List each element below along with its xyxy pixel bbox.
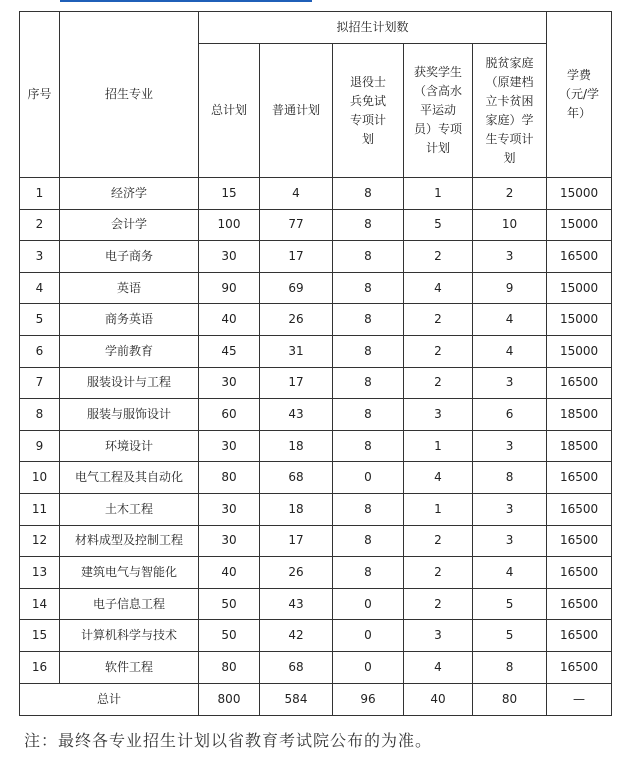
cell-award: 4 <box>404 462 473 494</box>
cell-seq: 14 <box>20 588 60 620</box>
cell-award: 1 <box>404 493 473 525</box>
cell-veteran: 8 <box>333 525 404 557</box>
cell-poverty: 3 <box>473 525 547 557</box>
cell-tuition: 18500 <box>547 399 612 431</box>
enrollment-plan-table <box>19 11 612 716</box>
cell-poverty: 8 <box>473 462 547 494</box>
cell-poverty: 4 <box>473 304 547 336</box>
top-link-underline <box>60 0 312 2</box>
header-plan-group: 拟招生计划数 <box>199 12 547 44</box>
header-major: 招生专业 <box>60 12 199 178</box>
cell-major: 会计学 <box>60 209 199 241</box>
cell-tuition: 16500 <box>547 557 612 589</box>
totals-poverty: 80 <box>473 683 547 715</box>
cell-normal: 17 <box>260 367 333 399</box>
cell-veteran: 8 <box>333 367 404 399</box>
cell-seq: 3 <box>20 241 60 273</box>
table-row <box>20 651 612 683</box>
cell-normal: 26 <box>260 557 333 589</box>
cell-seq: 10 <box>20 462 60 494</box>
cell-seq: 7 <box>20 367 60 399</box>
cell-total: 80 <box>199 651 260 683</box>
cell-veteran: 8 <box>333 241 404 273</box>
totals-normal: 584 <box>260 683 333 715</box>
cell-poverty: 4 <box>473 335 547 367</box>
cell-major: 电气工程及其自动化 <box>60 462 199 494</box>
cell-normal: 42 <box>260 620 333 652</box>
cell-poverty: 3 <box>473 430 547 462</box>
cell-poverty: 3 <box>473 367 547 399</box>
cell-seq: 1 <box>20 178 60 210</box>
cell-major: 环境设计 <box>60 430 199 462</box>
cell-award: 1 <box>404 178 473 210</box>
cell-tuition: 18500 <box>547 430 612 462</box>
cell-tuition: 16500 <box>547 651 612 683</box>
cell-seq: 6 <box>20 335 60 367</box>
cell-tuition: 15000 <box>547 209 612 241</box>
cell-major: 学前教育 <box>60 335 199 367</box>
cell-major: 服装与服饰设计 <box>60 399 199 431</box>
cell-seq: 16 <box>20 651 60 683</box>
cell-total: 30 <box>199 493 260 525</box>
cell-veteran: 0 <box>333 620 404 652</box>
cell-total: 40 <box>199 557 260 589</box>
cell-award: 2 <box>404 525 473 557</box>
table-row <box>20 241 612 273</box>
cell-total: 50 <box>199 588 260 620</box>
cell-tuition: 16500 <box>547 525 612 557</box>
cell-poverty: 6 <box>473 399 547 431</box>
totals-award: 40 <box>404 683 473 715</box>
cell-major: 经济学 <box>60 178 199 210</box>
footnote: 注：最终各专业招生计划以省教育考试院公布的为准。 <box>24 731 433 750</box>
cell-total: 30 <box>199 525 260 557</box>
cell-veteran: 8 <box>333 209 404 241</box>
cell-award: 2 <box>404 304 473 336</box>
cell-tuition: 16500 <box>547 493 612 525</box>
cell-poverty: 8 <box>473 651 547 683</box>
cell-veteran: 8 <box>333 335 404 367</box>
table-row <box>20 178 612 210</box>
cell-poverty: 2 <box>473 178 547 210</box>
table-row <box>20 620 612 652</box>
cell-total: 15 <box>199 178 260 210</box>
cell-major: 电子商务 <box>60 241 199 273</box>
header-normal-plan: 普通计划 <box>260 44 333 178</box>
totals-total: 800 <box>199 683 260 715</box>
cell-total: 40 <box>199 304 260 336</box>
cell-veteran: 8 <box>333 178 404 210</box>
table-row <box>20 209 612 241</box>
cell-major: 电子信息工程 <box>60 588 199 620</box>
totals-veteran: 96 <box>333 683 404 715</box>
totals-label: 总计 <box>20 683 199 715</box>
totals-row <box>20 683 612 715</box>
cell-veteran: 0 <box>333 462 404 494</box>
cell-normal: 43 <box>260 399 333 431</box>
table-row <box>20 335 612 367</box>
cell-normal: 18 <box>260 430 333 462</box>
cell-tuition: 16500 <box>547 620 612 652</box>
cell-major: 计算机科学与技术 <box>60 620 199 652</box>
cell-award: 2 <box>404 557 473 589</box>
cell-award: 1 <box>404 430 473 462</box>
cell-poverty: 4 <box>473 557 547 589</box>
cell-poverty: 5 <box>473 620 547 652</box>
cell-tuition: 16500 <box>547 367 612 399</box>
cell-award: 2 <box>404 241 473 273</box>
cell-total: 60 <box>199 399 260 431</box>
cell-seq: 11 <box>20 493 60 525</box>
cell-major: 软件工程 <box>60 651 199 683</box>
cell-award: 2 <box>404 367 473 399</box>
cell-tuition: 15000 <box>547 335 612 367</box>
cell-poverty: 9 <box>473 272 547 304</box>
cell-normal: 17 <box>260 241 333 273</box>
table-row <box>20 588 612 620</box>
cell-tuition: 16500 <box>547 462 612 494</box>
cell-normal: 4 <box>260 178 333 210</box>
cell-major: 材料成型及控制工程 <box>60 525 199 557</box>
cell-major: 服装设计与工程 <box>60 367 199 399</box>
cell-veteran: 8 <box>333 304 404 336</box>
cell-total: 45 <box>199 335 260 367</box>
header-poverty-plan: 脱贫家庭（原建档立卡贫困家庭）学生专项计划 <box>473 44 547 178</box>
cell-major: 英语 <box>60 272 199 304</box>
cell-tuition: 15000 <box>547 272 612 304</box>
cell-total: 30 <box>199 367 260 399</box>
header-award-plan: 获奖学生（含高水平运动员）专项计划 <box>404 44 473 178</box>
header-veteran-plan: 退役士兵免试专项计划 <box>333 44 404 178</box>
cell-normal: 26 <box>260 304 333 336</box>
header-seq: 序号 <box>20 12 60 178</box>
cell-total: 30 <box>199 430 260 462</box>
cell-seq: 5 <box>20 304 60 336</box>
cell-award: 3 <box>404 620 473 652</box>
table-row <box>20 493 612 525</box>
cell-total: 50 <box>199 620 260 652</box>
cell-major: 商务英语 <box>60 304 199 336</box>
cell-major: 建筑电气与智能化 <box>60 557 199 589</box>
totals-tuition: — <box>547 683 612 715</box>
cell-seq: 15 <box>20 620 60 652</box>
cell-total: 80 <box>199 462 260 494</box>
cell-veteran: 0 <box>333 588 404 620</box>
cell-total: 30 <box>199 241 260 273</box>
table-row <box>20 367 612 399</box>
cell-veteran: 8 <box>333 399 404 431</box>
cell-tuition: 16500 <box>547 588 612 620</box>
cell-award: 4 <box>404 651 473 683</box>
cell-total: 100 <box>199 209 260 241</box>
cell-award: 2 <box>404 335 473 367</box>
table-row <box>20 304 612 336</box>
cell-normal: 69 <box>260 272 333 304</box>
table-row <box>20 430 612 462</box>
header-total-plan: 总计划 <box>199 44 260 178</box>
cell-seq: 9 <box>20 430 60 462</box>
cell-normal: 18 <box>260 493 333 525</box>
cell-seq: 2 <box>20 209 60 241</box>
cell-poverty: 3 <box>473 241 547 273</box>
cell-veteran: 8 <box>333 493 404 525</box>
cell-normal: 68 <box>260 462 333 494</box>
cell-normal: 68 <box>260 651 333 683</box>
cell-poverty: 5 <box>473 588 547 620</box>
cell-seq: 4 <box>20 272 60 304</box>
cell-veteran: 0 <box>333 651 404 683</box>
cell-normal: 43 <box>260 588 333 620</box>
cell-award: 5 <box>404 209 473 241</box>
cell-tuition: 15000 <box>547 178 612 210</box>
cell-normal: 17 <box>260 525 333 557</box>
cell-poverty: 10 <box>473 209 547 241</box>
cell-veteran: 8 <box>333 430 404 462</box>
cell-tuition: 16500 <box>547 241 612 273</box>
cell-tuition: 15000 <box>547 304 612 336</box>
cell-seq: 13 <box>20 557 60 589</box>
table-row <box>20 272 612 304</box>
cell-award: 3 <box>404 399 473 431</box>
cell-normal: 77 <box>260 209 333 241</box>
cell-major: 土木工程 <box>60 493 199 525</box>
cell-award: 4 <box>404 272 473 304</box>
table-row <box>20 525 612 557</box>
header-tuition: 学费（元/学年） <box>547 12 612 178</box>
cell-normal: 31 <box>260 335 333 367</box>
cell-award: 2 <box>404 588 473 620</box>
cell-poverty: 3 <box>473 493 547 525</box>
table-row <box>20 462 612 494</box>
cell-veteran: 8 <box>333 272 404 304</box>
cell-seq: 8 <box>20 399 60 431</box>
cell-veteran: 8 <box>333 557 404 589</box>
table-row <box>20 399 612 431</box>
table-row <box>20 557 612 589</box>
cell-total: 90 <box>199 272 260 304</box>
cell-seq: 12 <box>20 525 60 557</box>
